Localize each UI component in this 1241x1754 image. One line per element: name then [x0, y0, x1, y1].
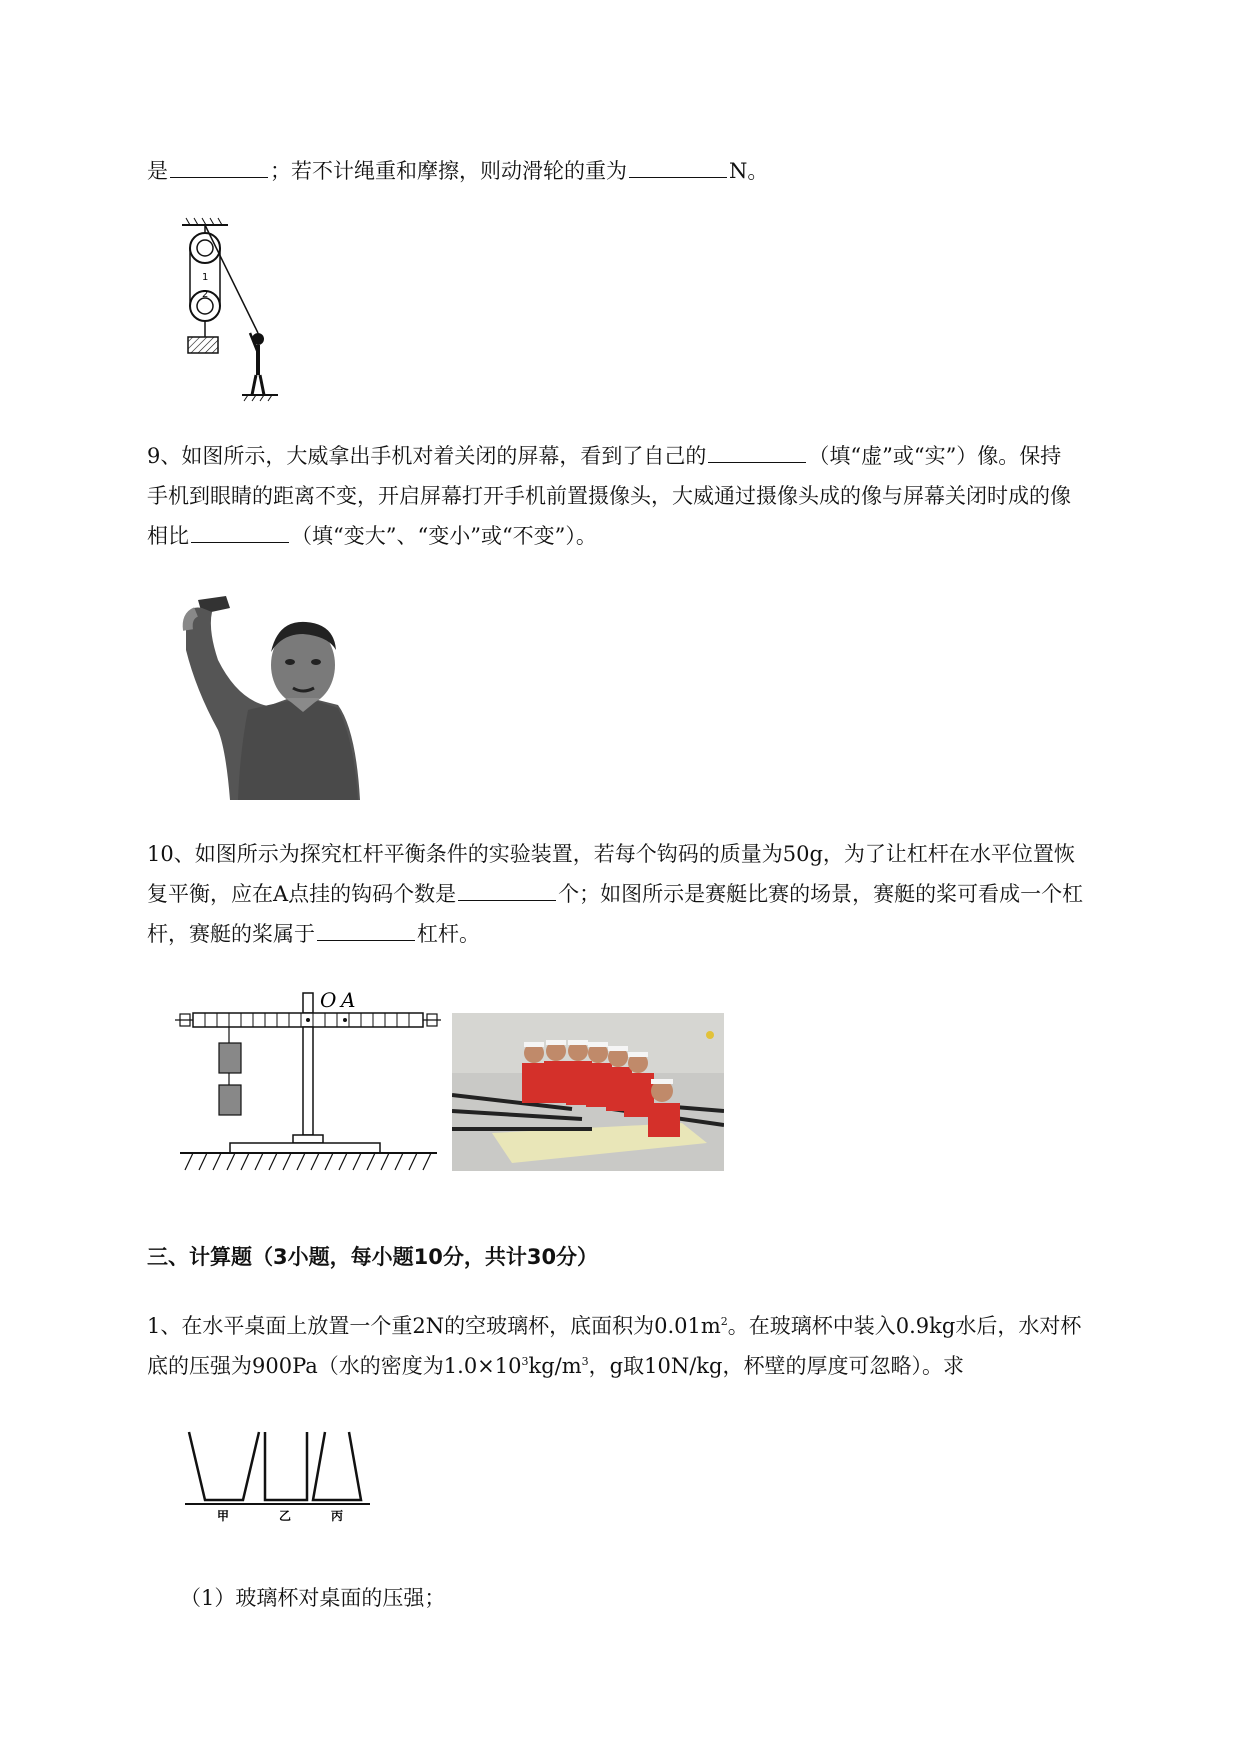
calc1-text-b: 。在玻璃杯中装入0.9kg水后，水对杯: [727, 1314, 1082, 1338]
q10-text-c: 杆，赛艇的桨属于: [147, 922, 315, 946]
answer-blank[interactable]: [191, 520, 289, 543]
q8-line1: [147, 151, 768, 191]
calc1-text-a: 1、在水平桌面上放置一个重2N的空玻璃杯，底面积为0.01m: [147, 1314, 721, 1338]
calc1-text-c: 底的压强为900Pa（水的密度为1.0×10: [147, 1354, 522, 1378]
cups-figure: [185, 1428, 375, 1523]
q10-line3: [147, 914, 480, 954]
q9-line2: 手机到眼睛的距离不变，开启屏幕打开手机前置摄像头，大威通过摄像头成的像与屏幕关闭时成的像: [147, 484, 1071, 508]
q9-text-c: 相比: [147, 524, 189, 548]
selfie-photo: [178, 590, 388, 800]
q10-text-a: 复平衡，应在A点挂的钩码个数是: [147, 882, 457, 906]
calc1-text-d: kg/m: [528, 1354, 582, 1378]
pulley-figure: [180, 215, 285, 405]
calc1-sup-c: 3: [581, 1355, 589, 1368]
calc1-line2: [147, 1342, 964, 1386]
answer-blank[interactable]: [317, 918, 415, 941]
calc1-sub1: （1）玻璃杯对桌面的压强；: [180, 1586, 446, 1610]
calc1-text-e: ，g取10N/kg，杯壁的厚度可忽略）。求: [588, 1354, 964, 1378]
answer-blank[interactable]: [629, 155, 727, 178]
cup-label-jia: 甲: [217, 1509, 230, 1523]
calc1-sup-a: 2: [720, 1315, 728, 1328]
q9-line1: [147, 436, 1061, 476]
rowing-photo: [452, 1013, 724, 1171]
lever-figure: [175, 985, 455, 1190]
q8-text-a: 是: [147, 159, 168, 183]
q10-line2: [147, 874, 1083, 914]
cup-label-yi: 乙: [279, 1509, 292, 1523]
calc1-sup-b: 3: [521, 1355, 529, 1368]
q10-text-b: 个；如图所示是赛艇比赛的场景，赛艇的桨可看成一个杠: [558, 882, 1084, 906]
q8-text-b: ；若不计绳重和摩擦，则动滑轮的重为: [270, 159, 627, 183]
answer-blank[interactable]: [708, 440, 806, 463]
pulley-label-1: 1: [202, 272, 209, 283]
calc1-line1: [147, 1302, 1081, 1346]
answer-blank[interactable]: [458, 878, 556, 901]
pulley-label-2: 2: [202, 289, 209, 300]
q10-line1: 10、如图所示为探究杠杆平衡条件的实验装置，若每个钩码的质量为50g，为了让杠杆在水平位置恢: [147, 842, 1075, 866]
section-heading: 三、计算题（3小题，每小题10分，共计30分）: [147, 1245, 599, 1269]
q9-text-a: 9、如图所示，大威拿出手机对着关闭的屏幕，看到了自己的: [147, 444, 707, 468]
q8-text-c: N。: [729, 159, 769, 183]
lever-label-a: A: [341, 988, 356, 1012]
q10-text-d: 杠杆。: [417, 922, 480, 946]
cup-label-bing: 丙: [331, 1509, 344, 1523]
q9-text-d: （填“变大”、“变小”或“不变”）。: [291, 524, 597, 548]
q9-line3: [147, 516, 597, 556]
lever-label-o: O: [320, 988, 337, 1012]
answer-blank[interactable]: [170, 155, 268, 178]
q9-text-b: （填“虚”或“实”）像。保持: [808, 444, 1062, 468]
